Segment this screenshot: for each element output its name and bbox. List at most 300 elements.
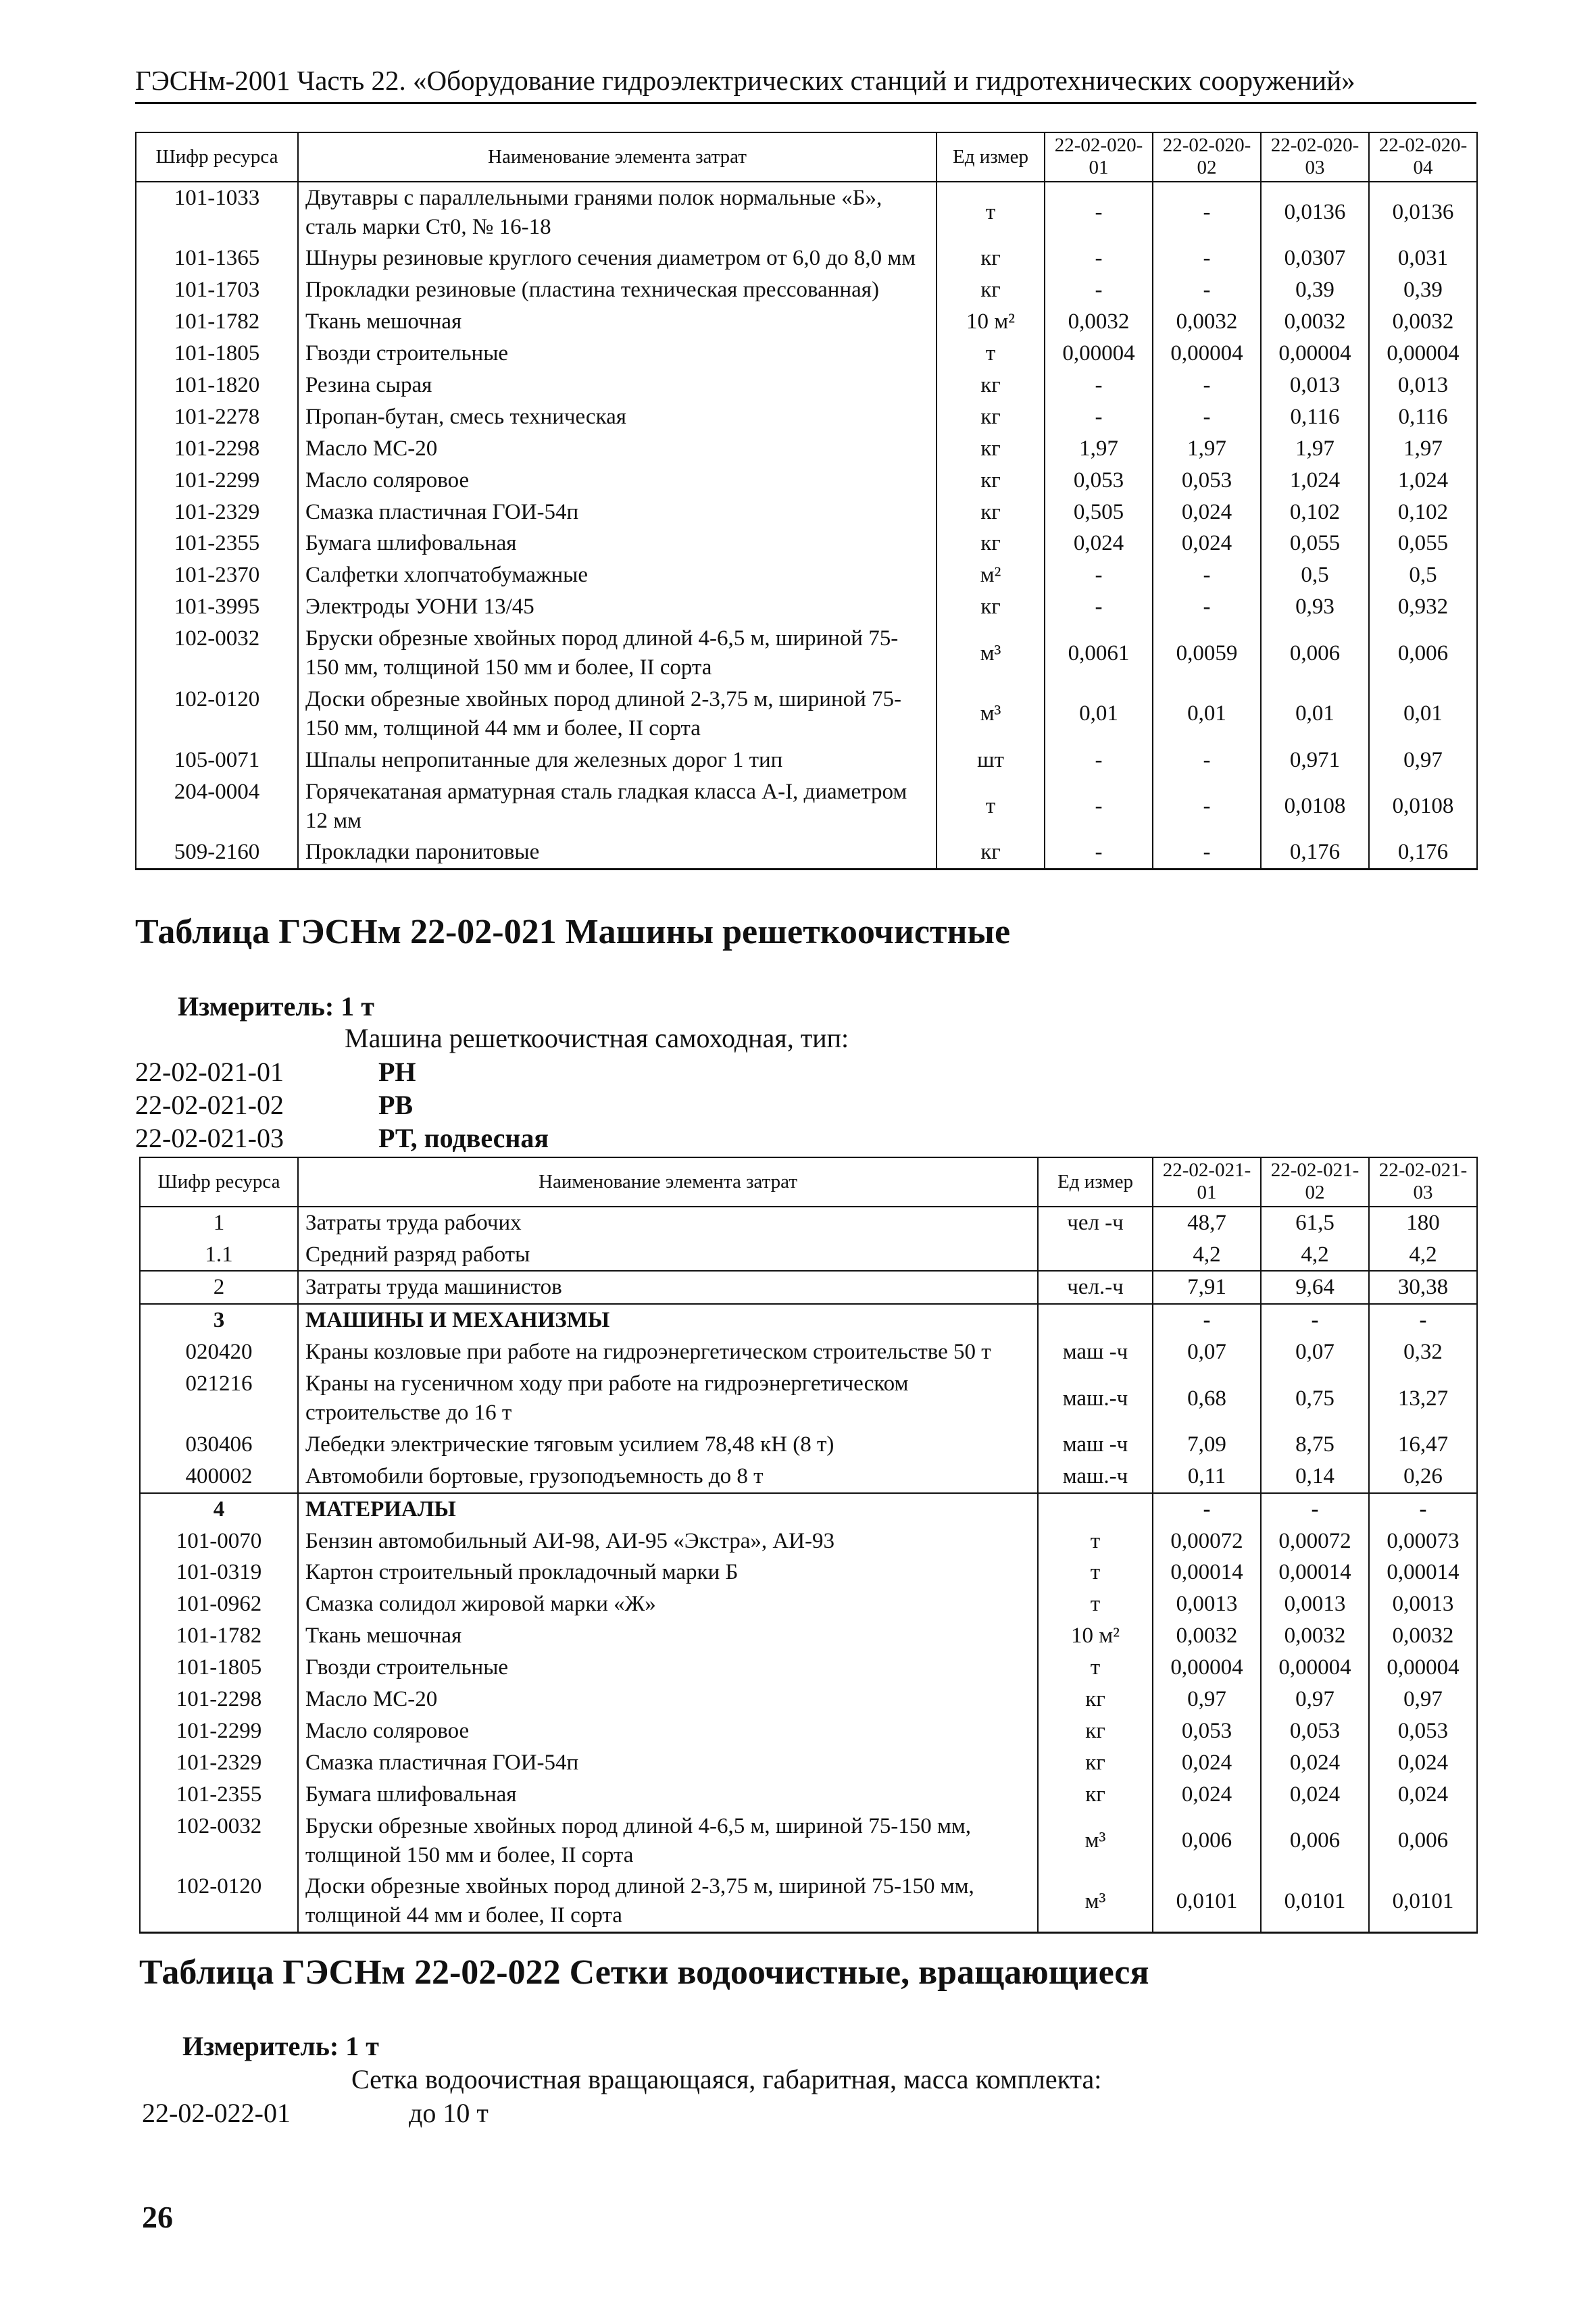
resource-code-cell: 101-2278	[136, 401, 298, 433]
value-cell: 0,024	[1153, 497, 1261, 528]
value-cell: 4,2	[1153, 1239, 1261, 1272]
value-cell: -	[1153, 401, 1261, 433]
variant-name: до 10 т	[409, 2098, 489, 2128]
value-cell: -	[1045, 274, 1153, 306]
resource-code-cell: 101-2298	[140, 1684, 298, 1715]
variant-intro-22-02-021: Машина решеткоочистная самоходная, тип:	[345, 1023, 849, 1053]
table-row	[140, 1557, 1477, 1588]
value-cell: 0,0032	[1261, 1620, 1369, 1652]
page-number: 26	[142, 2200, 173, 2234]
value-cell: 0,0013	[1369, 1588, 1477, 1620]
header-col-3: 22-02-020-03	[1261, 132, 1369, 182]
table-row	[140, 1715, 1477, 1747]
value-cell: 0,39	[1261, 274, 1369, 306]
resource-code-cell: 101-0070	[140, 1526, 298, 1557]
value-cell: -	[1261, 1493, 1369, 1526]
value-cell: 0,00014	[1153, 1557, 1261, 1588]
cost-element-name-cell: Смазка пластичная ГОИ-54п	[298, 1747, 1038, 1779]
table-row	[140, 1493, 1477, 1526]
cost-element-name-cell: Шпалы непропитанные для железных дорог 1 тип	[298, 745, 937, 776]
unit-cell: кг	[937, 243, 1045, 274]
cost-element-name-cell: Ткань мешочная	[298, 1620, 1038, 1652]
value-cell: 0,00014	[1261, 1557, 1369, 1588]
value-cell: 0,053	[1153, 465, 1261, 497]
value-cell: 0,97	[1369, 1684, 1477, 1715]
value-cell: -	[1045, 591, 1153, 623]
table-row	[136, 559, 1477, 591]
value-cell: 0,024	[1153, 528, 1261, 559]
cost-element-name-cell: Краны козловые при работе на гидроэнергетическом строительстве 50 т	[298, 1336, 1038, 1368]
table-row	[140, 1368, 1477, 1429]
cost-element-name-cell: Масло соляровое	[298, 1715, 1038, 1747]
resource-code-cell: 101-1782	[136, 306, 298, 338]
value-cell: 0,00004	[1153, 338, 1261, 370]
value-cell: 0,024	[1369, 1779, 1477, 1811]
cost-element-name-cell: Картон строительный прокладочный марки Б	[298, 1557, 1038, 1588]
resource-code-cell: 2	[140, 1271, 298, 1304]
variant-code: 22-02-021-02	[135, 1090, 284, 1120]
table-row	[136, 836, 1477, 869]
value-cell: 0,006	[1153, 1811, 1261, 1871]
variant-intro-22-02-022: Сетка водоочистная вращающаяся, габаритная, масса комплекта:	[351, 2064, 1102, 2094]
value-cell: 0,013	[1261, 370, 1369, 401]
value-cell: -	[1045, 776, 1153, 837]
value-cell: 0,013	[1369, 370, 1477, 401]
unit-cell: кг	[937, 370, 1045, 401]
value-cell: 0,97	[1369, 745, 1477, 776]
value-cell: 0,97	[1261, 1684, 1369, 1715]
table-row	[140, 1336, 1477, 1368]
resource-code-cell: 101-2370	[136, 559, 298, 591]
value-cell: 0,75	[1261, 1368, 1369, 1429]
value-cell: 0,024	[1261, 1779, 1369, 1811]
table-row	[136, 182, 1477, 243]
unit-cell: маш.-ч	[1038, 1461, 1153, 1493]
resource-code-cell: 101-2298	[136, 433, 298, 465]
cost-element-name-cell: Затраты труда рабочих	[298, 1207, 1038, 1239]
variant-name: РН	[378, 1057, 416, 1087]
value-cell: 0,00004	[1369, 1652, 1477, 1684]
table-row	[140, 1207, 1477, 1239]
value-cell: 0,0108	[1369, 776, 1477, 837]
value-cell: -	[1045, 559, 1153, 591]
resource-code-cell: 204-0004	[136, 776, 298, 837]
value-cell: 0,055	[1369, 528, 1477, 559]
unit-cell: кг	[937, 836, 1045, 869]
cost-element-name-cell: Шнуры резиновые круглого сечения диаметром от 6,0 до 8,0 мм	[298, 243, 937, 274]
table-header-row	[136, 132, 1477, 182]
table-row	[140, 1304, 1477, 1336]
resource-code-cell: 101-1365	[136, 243, 298, 274]
unit-cell	[1038, 1493, 1153, 1526]
value-cell: 0,031	[1369, 243, 1477, 274]
table-row	[140, 1588, 1477, 1620]
value-cell: 0,116	[1261, 401, 1369, 433]
cost-element-name-cell: Автомобили бортовые, грузоподъемность до 8 т	[298, 1461, 1038, 1493]
value-cell: 7,91	[1153, 1271, 1261, 1304]
value-cell: -	[1153, 370, 1261, 401]
table-row	[140, 1461, 1477, 1493]
resource-code-cell: 102-0120	[136, 684, 298, 745]
meter-22-02-022: Измеритель: 1 т	[182, 2031, 379, 2061]
unit-cell	[1038, 1239, 1153, 1272]
value-cell: 0,00004	[1261, 1652, 1369, 1684]
value-cell: -	[1153, 1493, 1261, 1526]
table-row	[136, 684, 1477, 745]
unit-cell: кг	[937, 591, 1045, 623]
resource-code-cell: 101-1703	[136, 274, 298, 306]
value-cell: 0,006	[1369, 1811, 1477, 1871]
table-row	[136, 528, 1477, 559]
value-cell: 0,01	[1153, 684, 1261, 745]
cost-element-name-cell: Бруски обрезные хвойных пород длиной 4-6,5 м, шириной 75-150 мм, толщиной 150 мм и более, II сорта	[298, 1811, 1038, 1871]
value-cell: 0,0032	[1369, 1620, 1477, 1652]
resource-table-22-02-020	[135, 132, 1478, 870]
value-cell: 0,505	[1045, 497, 1153, 528]
table-row	[140, 1239, 1477, 1272]
value-cell: 4,2	[1369, 1239, 1477, 1272]
table-row	[140, 1684, 1477, 1715]
unit-cell: кг	[937, 433, 1045, 465]
resource-code-cell: 1.1	[140, 1239, 298, 1272]
unit-cell: кг	[937, 274, 1045, 306]
value-cell: -	[1153, 591, 1261, 623]
header-unit: Ед измер	[937, 132, 1045, 182]
value-cell: 1,97	[1153, 433, 1261, 465]
cost-element-name-cell: МАТЕРИАЛЫ	[298, 1493, 1038, 1526]
value-cell: 0,00072	[1153, 1526, 1261, 1557]
unit-cell: чел.-ч	[1038, 1271, 1153, 1304]
value-cell: -	[1153, 745, 1261, 776]
unit-cell: м²	[937, 559, 1045, 591]
header-col-1: 22-02-020-01	[1045, 132, 1153, 182]
value-cell: -	[1369, 1493, 1477, 1526]
unit-cell: т	[1038, 1557, 1153, 1588]
value-cell: 0,01	[1261, 684, 1369, 745]
resource-code-cell: 101-2299	[140, 1715, 298, 1747]
value-cell: 0,5	[1261, 559, 1369, 591]
value-cell: 0,39	[1369, 274, 1477, 306]
table-row	[136, 401, 1477, 433]
value-cell: 0,00004	[1045, 338, 1153, 370]
value-cell: 0,07	[1153, 1336, 1261, 1368]
value-cell: 30,38	[1369, 1271, 1477, 1304]
value-cell: 0,053	[1369, 1715, 1477, 1747]
unit-cell	[1038, 1304, 1153, 1336]
value-cell: 0,00073	[1369, 1526, 1477, 1557]
table-row	[140, 1779, 1477, 1811]
table-row	[136, 338, 1477, 370]
unit-cell: м³	[937, 684, 1045, 745]
resource-code-cell: 020420	[140, 1336, 298, 1368]
value-cell: 0,024	[1153, 1779, 1261, 1811]
unit-cell: 10 м²	[937, 306, 1045, 338]
unit-cell: кг	[1038, 1684, 1153, 1715]
value-cell: 0,32	[1369, 1336, 1477, 1368]
value-cell: 0,97	[1153, 1684, 1261, 1715]
table-row	[136, 243, 1477, 274]
value-cell: 0,176	[1261, 836, 1369, 869]
resource-code-cell: 102-0120	[140, 1871, 298, 1932]
value-cell: -	[1045, 401, 1153, 433]
value-cell: 0,932	[1369, 591, 1477, 623]
value-cell: 0,11	[1153, 1461, 1261, 1493]
variant-code: 22-02-021-01	[135, 1057, 284, 1087]
variant-name: РВ	[378, 1090, 414, 1120]
value-cell: 0,0032	[1153, 306, 1261, 338]
cost-element-name-cell: Резина сырая	[298, 370, 937, 401]
value-cell: 0,006	[1261, 623, 1369, 684]
header-col-4: 22-02-020-04	[1369, 132, 1477, 182]
value-cell: -	[1153, 776, 1261, 837]
value-cell: 0,024	[1153, 1747, 1261, 1779]
value-cell: 1,97	[1369, 433, 1477, 465]
header-col-3: 22-02-021-03	[1369, 1157, 1477, 1207]
cost-element-name-cell: Смазка пластичная ГОИ-54п	[298, 497, 937, 528]
cost-element-name-cell: Салфетки хлопчатобумажные	[298, 559, 937, 591]
value-cell: 0,0101	[1369, 1871, 1477, 1932]
value-cell: 0,0101	[1153, 1871, 1261, 1932]
value-cell: 4,2	[1261, 1239, 1369, 1272]
value-cell: 0,00004	[1369, 338, 1477, 370]
variant-code: 22-02-021-03	[135, 1123, 284, 1153]
value-cell: -	[1153, 836, 1261, 869]
table-row	[136, 776, 1477, 837]
value-cell: 0,0136	[1369, 182, 1477, 243]
resource-code-cell: 101-0962	[140, 1588, 298, 1620]
unit-cell: шт	[937, 745, 1045, 776]
header-cost-element-name: Наименование элемента затрат	[298, 132, 937, 182]
value-cell: 1,97	[1045, 433, 1153, 465]
value-cell: 0,00014	[1369, 1557, 1477, 1588]
resource-code-cell: 101-2329	[140, 1747, 298, 1779]
value-cell: 0,0108	[1261, 776, 1369, 837]
value-cell: 0,0061	[1045, 623, 1153, 684]
resource-code-cell: 400002	[140, 1461, 298, 1493]
table-row	[136, 274, 1477, 306]
value-cell: -	[1045, 836, 1153, 869]
value-cell: 7,09	[1153, 1429, 1261, 1461]
meter-22-02-021: Измеритель: 1 т	[178, 991, 374, 1022]
header-resource-code: Шифр ресурса	[140, 1157, 298, 1207]
cost-element-name-cell: Краны на гусеничном ходу при работе на гидроэнергетическом строительстве до 16 т	[298, 1368, 1038, 1429]
value-cell: -	[1369, 1304, 1477, 1336]
resource-code-cell: 101-2329	[136, 497, 298, 528]
unit-cell: кг	[937, 528, 1045, 559]
cost-element-name-cell: Ткань мешочная	[298, 306, 937, 338]
value-cell: 61,5	[1261, 1207, 1369, 1239]
header-col-2: 22-02-020-02	[1153, 132, 1261, 182]
resource-code-cell: 101-1820	[136, 370, 298, 401]
header-col-2: 22-02-021-02	[1261, 1157, 1369, 1207]
value-cell: 0,93	[1261, 591, 1369, 623]
resource-code-cell: 101-2355	[136, 528, 298, 559]
value-cell: 0,00004	[1261, 338, 1369, 370]
value-cell: 9,64	[1261, 1271, 1369, 1304]
cost-element-name-cell: Прокладки паронитовые	[298, 836, 937, 869]
cost-element-name-cell: Масло МС-20	[298, 433, 937, 465]
cost-element-name-cell: Электроды УОНИ 13/45	[298, 591, 937, 623]
resource-table-22-02-021	[139, 1157, 1478, 1934]
resource-code-cell: 021216	[140, 1368, 298, 1429]
value-cell: 0,024	[1045, 528, 1153, 559]
resource-code-cell: 509-2160	[136, 836, 298, 869]
value-cell: 0,024	[1261, 1747, 1369, 1779]
resource-code-cell: 105-0071	[136, 745, 298, 776]
value-cell: -	[1153, 243, 1261, 274]
value-cell: 0,0013	[1261, 1588, 1369, 1620]
value-cell: 0,053	[1153, 1715, 1261, 1747]
value-cell: 0,0032	[1369, 306, 1477, 338]
cost-element-name-cell: Средний разряд работы	[298, 1239, 1038, 1272]
table-title-22-02-022: Таблица ГЭСНм 22-02-022 Сетки водоочистные, вращающиеся	[139, 1953, 1149, 1992]
cost-element-name-cell: Масло соляровое	[298, 465, 937, 497]
value-cell: 0,102	[1369, 497, 1477, 528]
table-row	[140, 1811, 1477, 1871]
value-cell: 0,0032	[1261, 306, 1369, 338]
value-cell: 8,75	[1261, 1429, 1369, 1461]
table-row	[136, 370, 1477, 401]
unit-cell: маш -ч	[1038, 1336, 1153, 1368]
value-cell: 1,024	[1261, 465, 1369, 497]
cost-element-name-cell: Двутавры с параллельными гранями полок нормальные «Б», сталь марки Ст0, № 16-18	[298, 182, 937, 243]
page-header: ГЭСНм-2001 Часть 22. «Оборудование гидроэлектрических станций и гидротехнических сооружений»	[135, 64, 1476, 104]
value-cell: 0,14	[1261, 1461, 1369, 1493]
value-cell: 0,0101	[1261, 1871, 1369, 1932]
table-row	[140, 1429, 1477, 1461]
value-cell: 0,055	[1261, 528, 1369, 559]
value-cell: 0,053	[1045, 465, 1153, 497]
cost-element-name-cell: Пропан-бутан, смесь техническая	[298, 401, 937, 433]
header-cost-element-name: Наименование элемента затрат	[298, 1157, 1038, 1207]
resource-code-cell: 102-0032	[136, 623, 298, 684]
value-cell: 1,97	[1261, 433, 1369, 465]
cost-element-name-cell: Затраты труда машинистов	[298, 1271, 1038, 1304]
header-col-1: 22-02-021-01	[1153, 1157, 1261, 1207]
cost-element-name-cell: Масло МС-20	[298, 1684, 1038, 1715]
table-row	[136, 497, 1477, 528]
cost-element-name-cell: МАШИНЫ И МЕХАНИЗМЫ	[298, 1304, 1038, 1336]
unit-cell: маш.-ч	[1038, 1368, 1153, 1429]
value-cell: 0,00072	[1261, 1526, 1369, 1557]
value-cell: 180	[1369, 1207, 1477, 1239]
unit-cell: кг	[1038, 1747, 1153, 1779]
table-row	[136, 433, 1477, 465]
value-cell: 0,68	[1153, 1368, 1261, 1429]
value-cell: 0,0059	[1153, 623, 1261, 684]
cost-element-name-cell: Гвозди строительные	[298, 338, 937, 370]
resource-code-cell: 101-1782	[140, 1620, 298, 1652]
value-cell: 1,024	[1369, 465, 1477, 497]
value-cell: -	[1153, 1304, 1261, 1336]
unit-cell: кг	[1038, 1715, 1153, 1747]
value-cell: 0,024	[1369, 1747, 1477, 1779]
table-row	[136, 306, 1477, 338]
resource-code-cell: 101-0319	[140, 1557, 298, 1588]
value-cell: 0,102	[1261, 497, 1369, 528]
value-cell: 0,00004	[1153, 1652, 1261, 1684]
resource-code-cell: 101-1033	[136, 182, 298, 243]
value-cell: -	[1261, 1304, 1369, 1336]
unit-cell: м³	[937, 623, 1045, 684]
unit-cell: т	[1038, 1526, 1153, 1557]
resource-code-cell: 101-3995	[136, 591, 298, 623]
table-row	[136, 745, 1477, 776]
value-cell: -	[1045, 745, 1153, 776]
value-cell: 13,27	[1369, 1368, 1477, 1429]
table-row	[136, 591, 1477, 623]
value-cell: 0,0032	[1153, 1620, 1261, 1652]
table-body	[136, 182, 1477, 870]
value-cell: -	[1045, 182, 1153, 243]
value-cell: 0,006	[1261, 1811, 1369, 1871]
unit-cell: маш -ч	[1038, 1429, 1153, 1461]
unit-cell: м³	[1038, 1811, 1153, 1871]
resource-code-cell: 030406	[140, 1429, 298, 1461]
unit-cell: т	[937, 182, 1045, 243]
value-cell: 0,053	[1261, 1715, 1369, 1747]
value-cell: 0,26	[1369, 1461, 1477, 1493]
value-cell: 48,7	[1153, 1207, 1261, 1239]
unit-cell: 10 м²	[1038, 1620, 1153, 1652]
resource-code-cell: 3	[140, 1304, 298, 1336]
value-cell: 0,0307	[1261, 243, 1369, 274]
unit-cell: т	[1038, 1588, 1153, 1620]
table-row	[140, 1652, 1477, 1684]
cost-element-name-cell: Смазка солидол жировой марки «Ж»	[298, 1588, 1038, 1620]
value-cell: 0,0032	[1045, 306, 1153, 338]
table-title-22-02-021: Таблица ГЭСНм 22-02-021 Машины решеткоочистные	[135, 913, 1011, 951]
header-unit: Ед измер	[1038, 1157, 1153, 1207]
table-header-row	[140, 1157, 1477, 1207]
table-row	[136, 465, 1477, 497]
unit-cell: м³	[1038, 1871, 1153, 1932]
table-row	[140, 1620, 1477, 1652]
value-cell: 0,971	[1261, 745, 1369, 776]
value-cell: 0,116	[1369, 401, 1477, 433]
cost-element-name-cell: Прокладки резиновые (пластина техническая прессованная)	[298, 274, 937, 306]
variant-code: 22-02-022-01	[142, 2098, 291, 2128]
value-cell: 0,0013	[1153, 1588, 1261, 1620]
variant-name: РТ, подвесная	[378, 1123, 549, 1153]
table-row	[136, 623, 1477, 684]
value-cell: 16,47	[1369, 1429, 1477, 1461]
cost-element-name-cell: Лебедки электрические тяговым усилием 78,48 кН (8 т)	[298, 1429, 1038, 1461]
resource-code-cell: 101-2355	[140, 1779, 298, 1811]
cost-element-name-cell: Бруски обрезные хвойных пород длиной 4-6,5 м, шириной 75-150 мм, толщиной 150 мм и более, II сорта	[298, 623, 937, 684]
unit-cell: кг	[1038, 1779, 1153, 1811]
cost-element-name-cell: Бумага шлифовальная	[298, 1779, 1038, 1811]
table-row	[140, 1271, 1477, 1304]
value-cell: 0,07	[1261, 1336, 1369, 1368]
value-cell: -	[1045, 370, 1153, 401]
unit-cell: кг	[937, 465, 1045, 497]
unit-cell: кг	[937, 497, 1045, 528]
table-row	[140, 1526, 1477, 1557]
unit-cell: т	[937, 776, 1045, 837]
resource-code-cell: 101-2299	[136, 465, 298, 497]
unit-cell: чел -ч	[1038, 1207, 1153, 1239]
resource-code-cell: 4	[140, 1493, 298, 1526]
cost-element-name-cell: Бензин автомобильный АИ-98, АИ-95 «Экстра», АИ-93	[298, 1526, 1038, 1557]
cost-element-name-cell: Гвозди строительные	[298, 1652, 1038, 1684]
value-cell: -	[1153, 274, 1261, 306]
resource-code-cell: 102-0032	[140, 1811, 298, 1871]
resource-code-cell: 1	[140, 1207, 298, 1239]
unit-cell: т	[937, 338, 1045, 370]
unit-cell: т	[1038, 1652, 1153, 1684]
value-cell: 0,01	[1045, 684, 1153, 745]
